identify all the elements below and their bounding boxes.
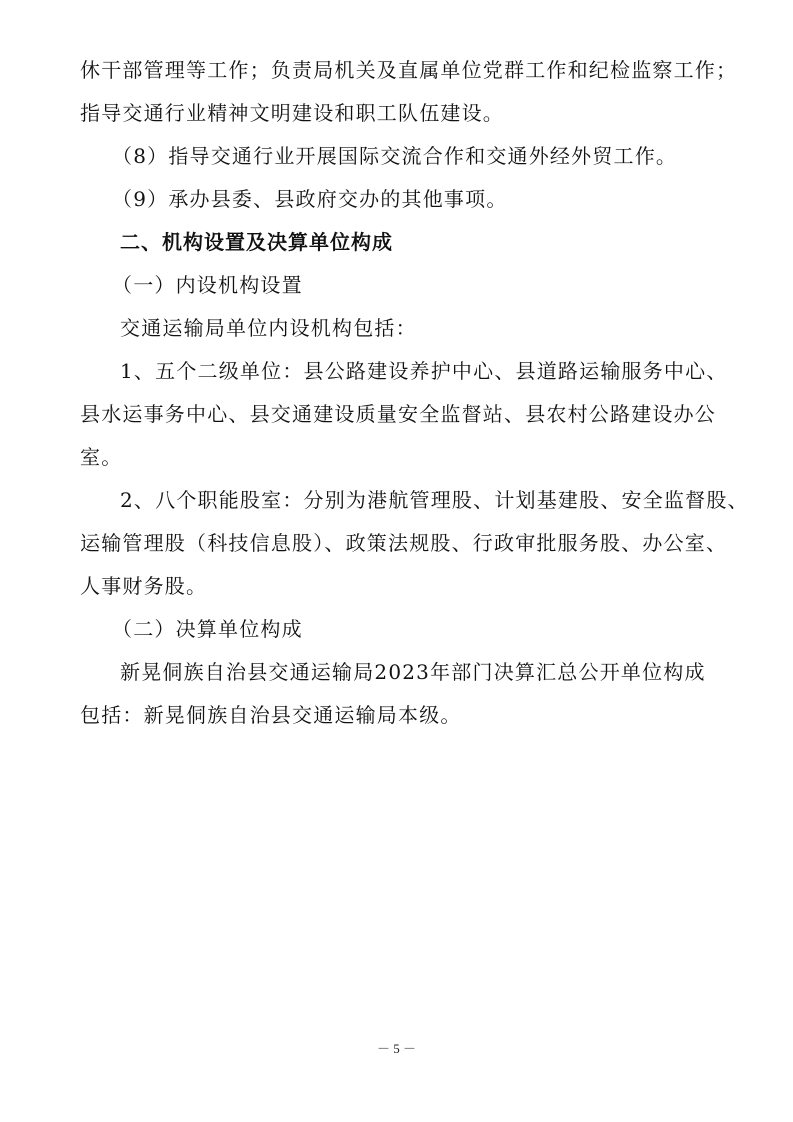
text-line-4: （9）承办县委、县政府交办的其他事项。: [112, 187, 508, 211]
text-line-12: 运输管理股（科技信息股）、政策法规股、行政审批服务股、办公室、: [80, 531, 728, 555]
text-line-2: 指导交通行业精神文明建设和职工队伍建设。: [80, 101, 504, 125]
text-line-11: 2、八个职能股室：分别为港航管理股、计划基建股、安全监督股、: [120, 488, 749, 512]
text-line-7: 交通运输局单位内设机构包括：: [120, 316, 417, 340]
text-line-16: 包括：新晃侗族自治县交通运输局本级。: [80, 703, 462, 727]
text-line-15: 新晃侗族自治县交通运输局2023年部门决算汇总公开单位构成: [120, 660, 706, 684]
subsection-heading-1: （一）内设机构设置: [112, 273, 303, 297]
page-number: － 5 －: [376, 1041, 416, 1056]
text-line-13: 人事财务股。: [80, 574, 208, 598]
subsection-heading-2: （二）决算单位构成: [112, 617, 303, 641]
text-line-9: 县水运事务中心、县交通建设质量安全监督站、县农村公路建设办公: [80, 402, 716, 426]
text-line-8: 1、五个二级单位：县公路建设养护中心、县道路运输服务中心、: [120, 359, 728, 383]
text-line-10: 室。: [80, 445, 123, 469]
section-heading: 二、机构设置及决算单位构成: [120, 230, 393, 254]
text-line-3: （8）指导交通行业开展国际交流合作和交通外经外贸工作。: [112, 144, 678, 168]
text-line-1: 休干部管理等工作；负责局机关及直属单位党群工作和纪检监察工作；: [80, 58, 738, 82]
